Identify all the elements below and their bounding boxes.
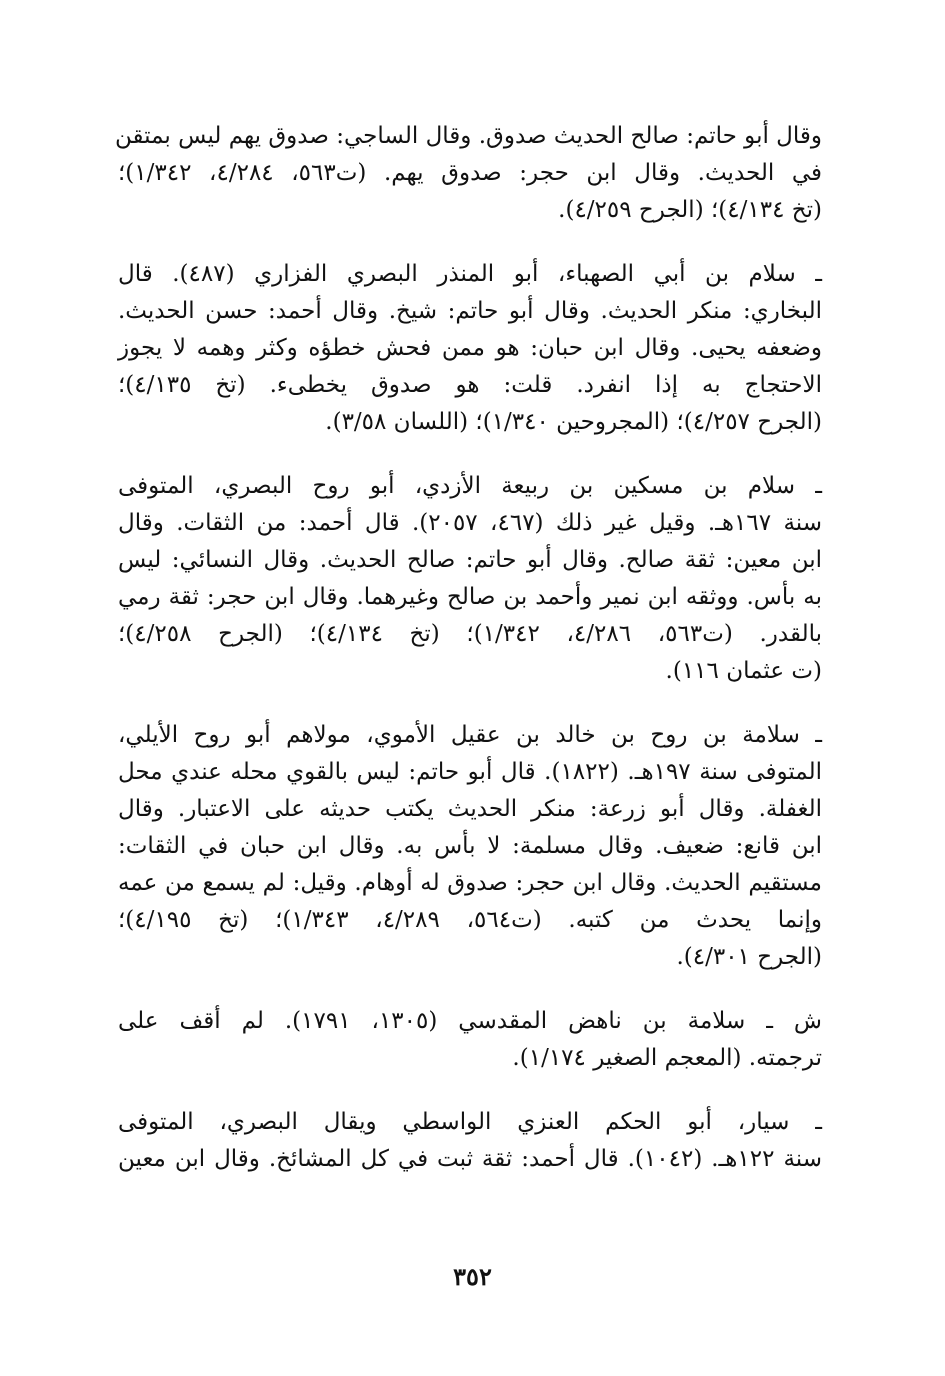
text-line: البخاري: منكر الحديث. وقال أبو حاتم: شيخ. وقال أحمد: حسن الحديث. <box>118 298 822 324</box>
text-line: وقال أبو حاتم: صالح الحديث صدوق. وقال الساجي: صدوق يهم ليس بمتقن <box>115 123 822 149</box>
entry-paragraph <box>118 1003 822 1077</box>
text-line: الاحتجاج به إذا انفرد. قلت: هو صدوق يخطىء. (تخ ٤/١٣٥)؛ <box>118 372 822 398</box>
entry-paragraph <box>118 468 822 690</box>
text-line: (الجرح ٤/٣٠١). <box>676 944 822 970</box>
entry-paragraph <box>118 1104 822 1178</box>
entry-paragraph <box>115 118 823 229</box>
text-line: ش ـ سلامة بن ناهض المقدسي (١٣٠٥، ١٧٩١). لم أقف على <box>118 1008 822 1034</box>
text-line: ـ سيار، أبو الحكم العنزي الواسطي ويقال البصري، المتوفى <box>118 1109 822 1135</box>
text-line: ابن معين: ثقة صالح. وقال أبو حاتم: صالح الحديث. وقال النسائي: ليس <box>118 547 822 573</box>
text-line: (تخ ٤/١٣٤)؛ (الجرح ٤/٢٥٩). <box>558 197 822 223</box>
text-line: الغفلة. وقال أبو زرعة: منكر الحديث يكتب حديثه على الاعتبار. وقال <box>118 796 822 822</box>
text-line: في الحديث. وقال ابن حجر: صدوق يهم. (ت٥٦٣، ٤/٢٨٤، ١/٣٤٢)؛ <box>118 160 823 186</box>
text-line: وضعفه يحيى. وقال ابن حبان: هو ممن فحش خطؤه وكثر وهمه لا يجوز <box>118 335 822 361</box>
entry-paragraph <box>118 256 822 441</box>
text-line: سنة ١٢٢هـ. (١٠٤٢). قال أحمد: ثقة ثبت في كل المشائخ. وقال ابن معين <box>118 1146 822 1172</box>
text-line: وإنما يحدث من كتبه. (ت٥٦٤، ٤/٢٨٩، ١/٣٤٣)؛ (تخ ٤/١٩٥)؛ <box>118 907 823 933</box>
text-line: (الجرح ٤/٢٥٧)؛ (المجروحين ١/٣٤٠)؛ (اللسان ٣/٥٨). <box>325 409 822 435</box>
text-line: سنة ١٦٧هـ. وقيل غير ذلك (٤٦٧، ٢٠٥٧). قال أحمد: من الثقات. وقال <box>118 510 822 536</box>
entry-paragraph <box>118 717 822 976</box>
text-line: مستقيم الحديث. وقال ابن حجر: صدوق له أوهام. وقيل: لم يسمع من عمه <box>118 870 822 896</box>
text-line: بالقدر. (ت٥٦٣، ٤/٢٨٦، ١/٣٤٢)؛ (تخ ٤/١٣٤)؛ (الجرح ٤/٢٥٨)؛ <box>118 621 822 647</box>
text-line: المتوفى سنة ١٩٧هـ. (١٨٢٢). قال أبو حاتم: ليس بالقوي محله عندي محل <box>118 759 822 785</box>
text-line: ترجمته. (المعجم الصغير ١/١٧٤). <box>512 1045 822 1071</box>
text-line: ـ سلام بن أبي الصهباء، أبو المنذر البصري الفزاري (٤٨٧). قال <box>118 261 822 287</box>
page-number: ٣٥٢ <box>453 1262 492 1291</box>
text-line: ابن قانع: ضعيف. وقال مسلمة: لا بأس به. وقال ابن حبان في الثقات: <box>118 833 822 859</box>
text-line: (ت عثمان ١١٦). <box>665 658 822 684</box>
page-body <box>115 118 823 1178</box>
text-line: ـ سلامة بن روح بن خالد بن عقيل الأموي، مولاهم أبو روح الأيلي، <box>118 722 822 748</box>
text-line: به بأس. ووثقه ابن نمير وأحمد بن صالح وغيرهما. وقال ابن حجر: ثقة رمي <box>118 584 822 610</box>
text-line: ـ سلام بن مسكين بن ربيعة الأزدي، أبو روح البصري، المتوفى <box>118 473 822 499</box>
